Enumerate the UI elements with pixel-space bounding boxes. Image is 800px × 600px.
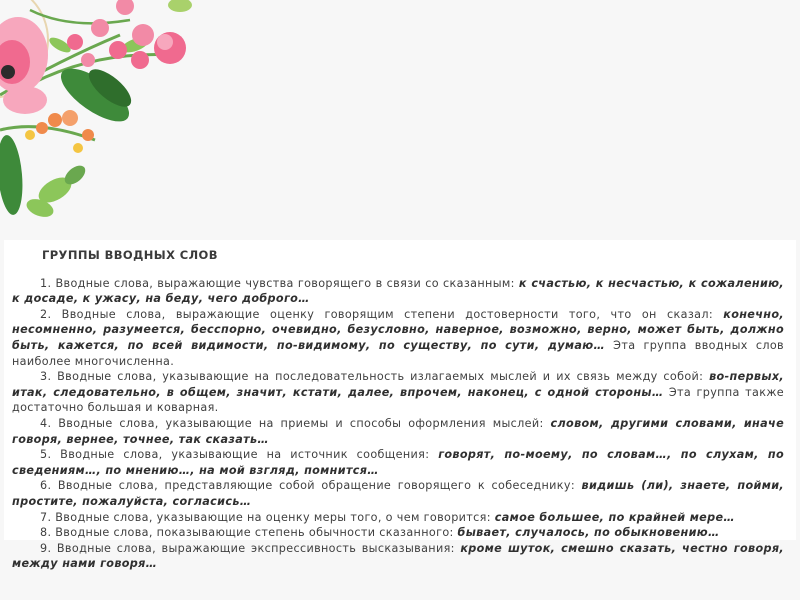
list-item <box>12 510 784 526</box>
flower-bouquet-icon <box>0 0 230 235</box>
item-lead: 8. Вводные слова, показывающие степень обычности сказанного: <box>40 526 458 540</box>
item-lead: 9. Вводные слова, выражающие экспрессивность высказывания: <box>40 541 461 555</box>
item-examples: говорят, по-моему, по словам…, по слухам, по сведениям…, по мнению…, на мой взгляд, помнится… <box>12 448 784 477</box>
item-lead: 4. Вводные слова, указывающие на приемы и способы оформления мыслей: <box>40 416 551 430</box>
list-item <box>12 276 784 307</box>
item-lead: 3. Вводные слова, указывающие на последовательность излагаемых мыслей и их связь между собой: <box>40 370 710 384</box>
item-examples: бывает, случалось, по обыкновению… <box>457 526 720 540</box>
item-lead: 7. Вводные слова, указывающие на оценку меры того, о чем говорится: <box>40 510 495 524</box>
item-examples: кроме шуток, смешно сказать, честно говоря, между нами говоря… <box>12 541 784 571</box>
list-item <box>12 416 784 447</box>
list-item <box>12 478 784 509</box>
list-item <box>12 369 784 416</box>
item-tail: Эта группа вводных слов наиболее многочисленна. <box>12 338 784 368</box>
list-item <box>12 447 784 478</box>
item-examples: конечно, несомненно, разумеется, бесспорно, очевидно, безусловно, наверное, возможно, верно, может быть, должно быть, кажется, по всей видимости, по-видимому, по существу, по сути, думаю… <box>12 307 784 352</box>
document-title: ГРУППЫ ВВОДНЫХ СЛОВ <box>42 248 218 262</box>
item-examples: во-первых, итак, следовательно, в общем, значит, кстати, далее, впрочем, наконец, с одной стороны… <box>12 370 784 399</box>
item-lead: 5. Вводные слова, указывающие на источник сообщения: <box>40 448 439 462</box>
list-item <box>12 307 784 369</box>
item-lead: 2. Вводные слова, выражающие оценку говорящим степени достоверности того, что он сказал: <box>40 307 724 321</box>
item-lead: 6. Вводные слова, представляющие собой обращение говорящего к собеседнику: <box>40 479 582 493</box>
list-item <box>12 525 784 541</box>
item-lead: 1. Вводные слова, выражающие чувства говорящего в связи со сказанным: <box>40 276 519 290</box>
item-tail: Эта группа также достаточно большая и коварная. <box>12 385 784 415</box>
item-examples: самое большее, по крайней мере… <box>494 510 735 524</box>
item-examples: словом, другими словами, иначе говоря, вернее, точнее, так сказать… <box>12 416 785 446</box>
item-examples: видишь (ли), знаете, пойми, простите, пожалуйста, согласись… <box>12 479 784 508</box>
item-examples: к счастью, к несчастью, к сожалению, к досаде, к ужасу, на беду, чего доброго… <box>12 276 784 306</box>
document-panel <box>4 240 796 571</box>
list-item <box>12 541 784 572</box>
